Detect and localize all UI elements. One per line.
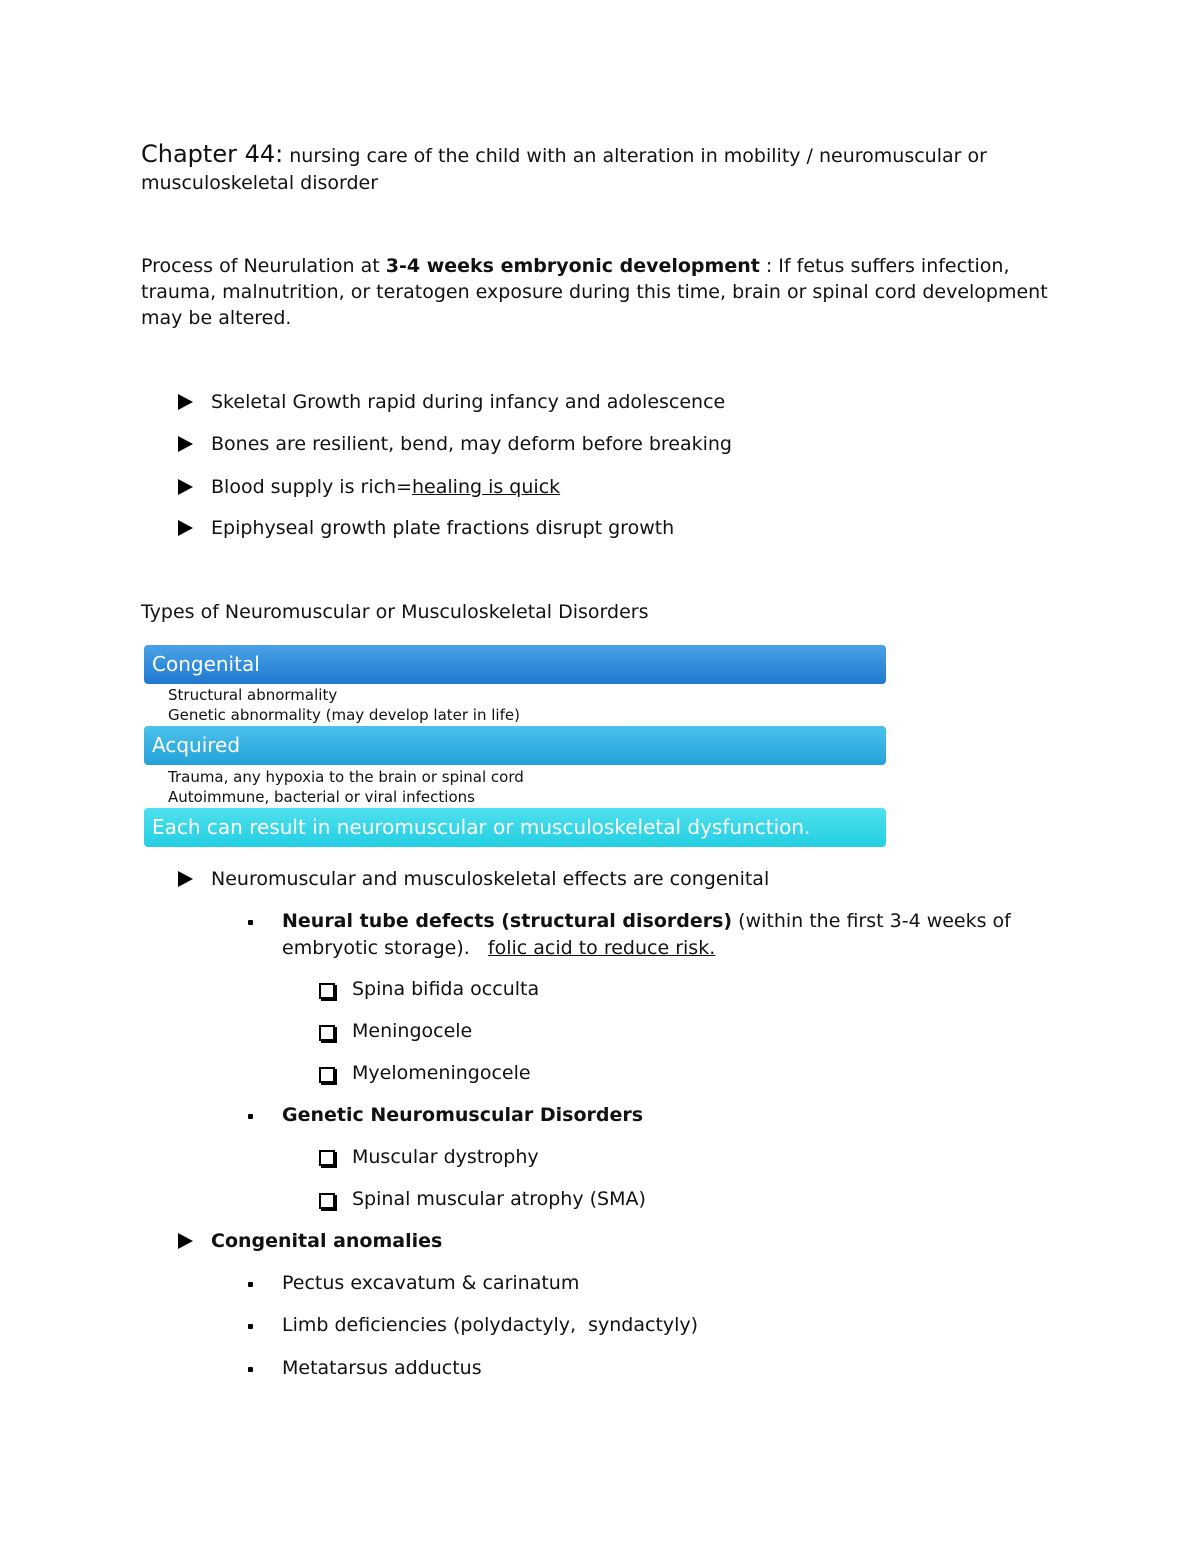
congenital-anomalies: Congenital anomalies [211, 1230, 443, 1252]
blood-pre: Blood supply is rich= [211, 476, 413, 498]
checkbox-bullet-icon [319, 1067, 335, 1083]
checkbox-bullet-icon [319, 1193, 335, 1209]
triangle-bullet-icon [178, 871, 193, 887]
congenital-item: Structural abnormality [168, 686, 338, 704]
bullet-skeletal: Skeletal Growth rapid during infancy and adolescence [211, 391, 726, 413]
acquired-item: Autoimmune, bacterial or viral infections [168, 788, 475, 806]
dot-bullet-icon [248, 1367, 253, 1372]
triangle-bullet-icon [178, 479, 193, 495]
anomaly-item: Limb deficiencies (polydactyly, syndactyly) [282, 1314, 699, 1336]
ntd-subitem: Myelomeningocele [352, 1062, 531, 1084]
dot-bullet-icon [248, 1282, 253, 1287]
genetic-item: Genetic Neuromuscular Disorders [282, 1104, 644, 1126]
anomaly-item: Metatarsus adductus [282, 1357, 482, 1379]
intro-paragraph [141, 253, 1051, 331]
blood-underlined: healing is quick [412, 476, 561, 498]
intro-bold: 3-4 weeks embryonic development [385, 255, 760, 277]
bullet-epiphyseal: Epiphyseal growth plate fractions disrupt growth [211, 517, 675, 539]
bullet-bones: Bones are resilient, bend, may deform before breaking [211, 433, 732, 455]
result-bar: Each can result in neuromuscular or musculoskeletal dysfunction. [144, 808, 886, 847]
acquired-bar: Acquired [144, 726, 886, 765]
bullet-blood [211, 474, 560, 500]
ntd-item [282, 908, 1052, 962]
bullet-congenital-effects: Neuromuscular and musculoskeletal effects are congenital [211, 868, 770, 890]
chapter-number: Chapter 44: [141, 140, 284, 168]
dot-bullet-icon [248, 1114, 253, 1119]
genetic-subitem: Muscular dystrophy [352, 1146, 539, 1168]
ntd-rest: (within the first 3-4 weeks of embryotic storage). [282, 910, 1017, 959]
genetic-subitem: Spinal muscular atrophy (SMA) [352, 1188, 646, 1210]
checkbox-bullet-icon [319, 983, 335, 999]
ntd-underlined: folic acid to reduce risk. [487, 937, 716, 959]
triangle-bullet-icon [178, 436, 193, 452]
checkbox-bullet-icon [319, 1150, 335, 1166]
document-title [141, 141, 1041, 197]
triangle-bullet-icon [178, 520, 193, 536]
congenital-bar: Congenital [144, 645, 886, 684]
types-heading: Types of Neuromuscular or Musculoskeletal Disorders [141, 601, 649, 623]
intro-post: : If fetus suffers infection, trauma, malnutrition, or teratogen exposure during this time, brain or spinal cord development may be altered. [141, 255, 1048, 329]
triangle-bullet-icon [178, 1233, 193, 1249]
anomaly-item: Pectus excavatum & carinatum [282, 1272, 580, 1294]
ntd-subitem: Meningocele [352, 1020, 473, 1042]
checkbox-bullet-icon [319, 1025, 335, 1041]
ntd-subitem: Spina bifida occulta [352, 978, 540, 1000]
dot-bullet-icon [248, 1324, 253, 1329]
triangle-bullet-icon [178, 394, 193, 410]
congenital-item: Genetic abnormality (may develop later in life) [168, 706, 520, 724]
acquired-item: Trauma, any hypoxia to the brain or spinal cord [168, 768, 524, 786]
chapter-title: nursing care of the child with an alteration in mobility / neuromuscular or musculoskeletal disorder [141, 145, 987, 194]
dot-bullet-icon [248, 920, 253, 925]
intro-pre: Process of Neurulation at [141, 255, 386, 277]
ntd-bold: Neural tube defects (structural disorders) [282, 910, 733, 932]
